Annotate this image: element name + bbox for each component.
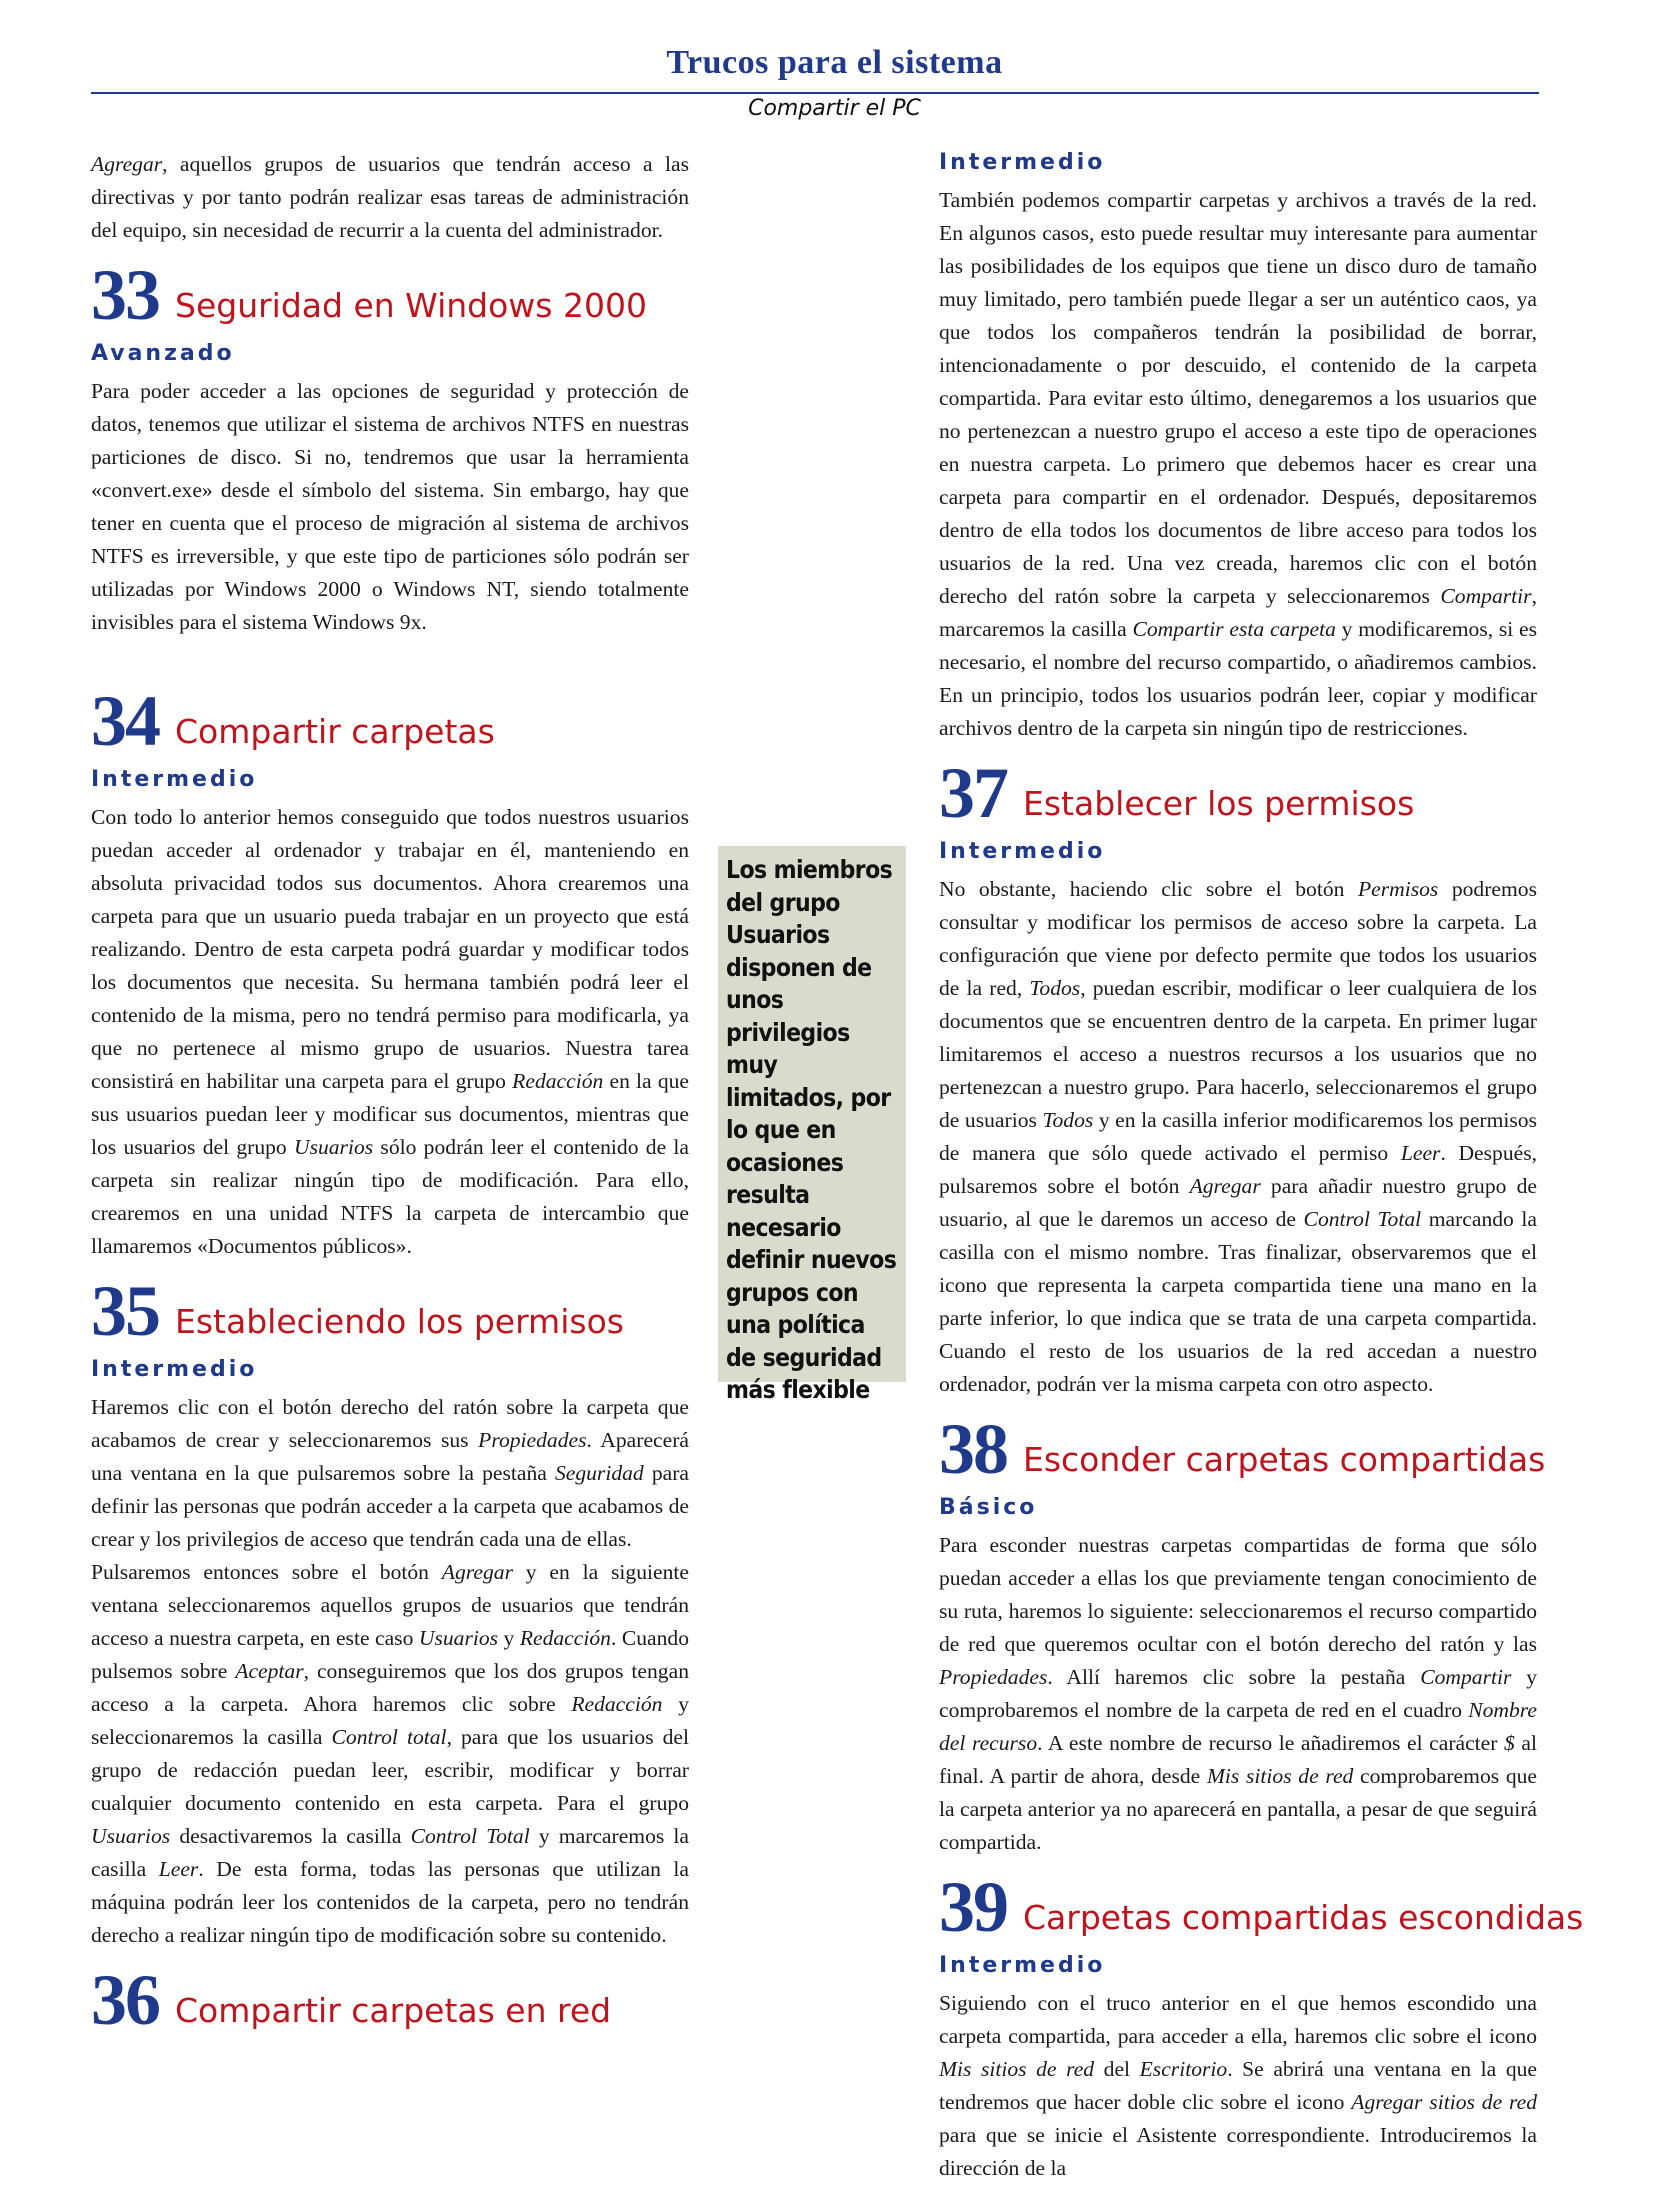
text-run: comprobaremos que la carpeta anterior ya no aparecerá en pantalla, a pesar de que seguirá compartida. xyxy=(939,1764,1537,1854)
italic-term: Agregar sitios de red xyxy=(1351,2090,1537,2114)
italic-term: Nombre del recurso xyxy=(939,1698,1537,1755)
italic-term: Leer xyxy=(158,1857,199,1881)
text-run: . Se abrirá una ventana en la que tendremos que hacer doble clic sobre el icono xyxy=(939,2057,1537,2114)
section-title: Compartir carpetas en red xyxy=(175,1991,612,2030)
italic-term: Todos xyxy=(1029,976,1081,1000)
section-title: Estableciendo los permisos xyxy=(175,1302,624,1341)
section-35-body-1 xyxy=(91,1391,689,1556)
text-run: desactivaremos la casilla xyxy=(170,1824,411,1848)
italic-term: Escritorio xyxy=(1139,2057,1228,2081)
section-33-body: Para poder acceder a las opciones de seguridad y protección de datos, tenemos que utilizar el sistema de archivos NTFS en nuestras particiones de disco. Si no, tendremos que usar la herramienta «convert.exe» desde el símbolo del sistema. Sin embargo, hay que tener en cuenta que el proceso de migración al sistema de archivos NTFS es irreversible, y que este tipo de particiones sólo podrán ser utilizadas por Windows 2000 o Windows NT, siendo totalmente invisibles para el sistema Windows 9x. xyxy=(91,379,689,634)
text-run: y en la casilla inferior modificaremos los permisos de manera que sólo quede activado el permiso xyxy=(939,1108,1538,1165)
italic-term: Usuarios xyxy=(293,1135,374,1159)
section-35-heading xyxy=(91,1269,689,1351)
italic-term: Agregar xyxy=(1189,1174,1261,1198)
text-run: al final. A partir de ahora, desde xyxy=(939,1731,1538,1788)
italic-term: Usuarios xyxy=(418,1626,499,1650)
section-number: 34 xyxy=(91,681,159,761)
section-37-heading xyxy=(939,751,1537,833)
italic-term: Propiedades xyxy=(478,1428,587,1452)
text-run: También podemos compartir carpetas y archivos a través de la red. En algunos casos, esto puede resultar muy interesante para aumentar las posibilidades de los equipos que tiene un disco duro de tamaño muy limitado, pero también puede llegar a ser un auténtico caos, ya que todos los compañeros tendrán la posibilidad de borrar, intencionadamente o por descuido, el contenido de la carpeta compartida. Para evitar esto último, denegaremos a los usuarios que no pertenezcan a nuestro grupo el acceso a este tipo de operaciones en nuestra carpeta. Lo primero que debemos hacer es crear una carpeta para compartir en el ordenador. Después, depositaremos dentro de ella todos los documentos de libre acceso para todos los usuarios de la red. Una vez creada, haremos clic con el botón derecho del ratón sobre la carpeta y seleccionaremos xyxy=(939,188,1537,608)
text-run: y comprobaremos el nombre de la carpeta de red en el cuadro xyxy=(939,1665,1538,1722)
text-run: y seleccionaremos la casilla xyxy=(91,1692,690,1749)
text-run: para añadir nuestro grupo de usuario, al que le daremos un acceso de xyxy=(939,1174,1537,1231)
section-33-heading xyxy=(91,253,689,335)
italic-term: Aceptar xyxy=(235,1659,304,1683)
text-run: en la que sus usuarios puedan leer y modificar sus documentos, mientras que los usuarios del grupo xyxy=(91,1069,689,1159)
text-run: . Después, pulsaremos sobre el botón xyxy=(939,1141,1538,1198)
level-label: Intermedio xyxy=(939,839,1106,864)
section-39-body xyxy=(939,1987,1537,2185)
section-title: Seguridad en Windows 2000 xyxy=(175,286,647,325)
italic-term: Agregar xyxy=(441,1560,513,1584)
italic-term: Control Total xyxy=(1303,1207,1422,1231)
section-34-heading xyxy=(91,679,689,761)
italic-term: Compartir esta carpeta xyxy=(1132,617,1336,641)
section-title: Esconder carpetas compartidas xyxy=(1023,1440,1546,1479)
left-column xyxy=(91,148,690,2040)
right-column xyxy=(939,148,1584,2185)
level-label: Intermedio xyxy=(939,150,1106,175)
header-rule xyxy=(91,92,1539,94)
italic-term: Leer xyxy=(1400,1141,1441,1165)
section-36-body xyxy=(939,184,1537,745)
section-39-heading xyxy=(939,1865,1584,1947)
italic-term: Redacción xyxy=(519,1626,611,1650)
section-number: 39 xyxy=(939,1867,1007,1947)
text-run: para definir las personas que podrán acceder a la carpeta que acabamos de crear y los privilegios de acceso que tendrán cada una de ellas. xyxy=(91,1461,689,1551)
text-run: , puedan escribir, modificar o leer cualquiera de los documentos que se encuentren dentro de la carpeta. En primer lugar limitaremos el acceso a nuestros recursos a los usuarios que no pertenezcan a nuestro grupo. Para hacerlo, seleccionaremos el grupo de usuarios xyxy=(939,976,1537,1132)
text-run: . Cuando pulsemos sobre xyxy=(91,1626,690,1683)
page-header-title: Trucos para el sistema xyxy=(666,44,1003,81)
italic-term: Seguridad xyxy=(554,1461,644,1485)
section-number: 35 xyxy=(91,1271,159,1351)
text-run: podremos consultar y modificar los permisos de acceso sobre la carpeta. La configuración que viene por defecto permite que todos los usuarios de la red, xyxy=(939,877,1537,1000)
italic-term: Control Total xyxy=(410,1824,530,1848)
italic-term: Mis sitios de red xyxy=(939,2057,1095,2081)
section-number: 36 xyxy=(91,1960,159,2040)
italic-term: Permisos xyxy=(1357,877,1439,901)
italic-term: Redacción xyxy=(512,1069,604,1093)
intro-paragraph: Agregar, aquellos grupos de usuarios que tendrán acceso a las directivas y por tanto podrán realizar esas tareas de administración del equipo, sin necesidad de recurrir a la cuenta del administrador. xyxy=(91,152,689,242)
italic-term: Usuarios xyxy=(91,1824,171,1848)
italic-term: Todos xyxy=(1042,1108,1094,1132)
text-run: . A este nombre de recurso le añadiremos el carácter xyxy=(1037,1731,1505,1755)
level-label: Intermedio xyxy=(939,1953,1106,1978)
text-run: Pulsaremos entonces sobre el botón xyxy=(91,1560,442,1584)
text-run: , marcaremos la casilla xyxy=(939,584,1537,641)
text-run: Siguiendo con el truco anterior en el que hemos escondido una carpeta compartida, para acceder a ella, haremos clic sobre el icono xyxy=(939,1991,1537,2048)
text-run: , para que los usuarios del grupo de redacción puedan leer, escribir, modificar y borrar cualquier documento contenido en esta carpeta. Para el grupo xyxy=(91,1725,690,1815)
section-36-heading xyxy=(91,1958,689,2040)
text-run: y en la siguiente ventana seleccionaremos aquellos grupos de usuarios que tendrán acceso a nuestra carpeta, en este caso xyxy=(91,1560,689,1650)
italic-term: Control total xyxy=(331,1725,447,1749)
text-run: marcando la casilla con el mismo nombre. Tras finalizar, observaremos que el icono que representa la carpeta compartida tiene una mano en la parte inferior, lo que indica que se trata de una carpeta compartida. Cuando el resto de los usuarios de la red accedan a nuestro ordenador, podrán ver la misma carpeta con otro aspecto. xyxy=(939,1207,1537,1396)
section-number: 33 xyxy=(91,255,159,335)
section-38-body xyxy=(939,1529,1537,1859)
section-title: Establecer los permisos xyxy=(1023,784,1415,823)
section-35-body-2 xyxy=(91,1556,689,1952)
italic-term: Propiedades xyxy=(939,1665,1048,1689)
section-title: Carpetas compartidas escondidas xyxy=(1023,1898,1584,1937)
pull-quote-box xyxy=(718,846,906,1404)
text-run: Haremos clic con el botón derecho del ratón sobre la carpeta que acabamos de crear y seleccionaremos sus xyxy=(91,1395,689,1452)
level-label: Intermedio xyxy=(91,1357,258,1382)
level-label: Básico xyxy=(939,1495,1038,1520)
text-run: Para esconder nuestras carpetas compartidas de forma que sólo puedan acceder a ellas los que previamente tengan conocimiento de su ruta, haremos lo siguiente: seleccionaremos el recurso compartido de red que queremos ocultar con el botón derecho del ratón y las xyxy=(939,1533,1537,1656)
text-run: y xyxy=(498,1626,520,1650)
text-run: y marcaremos la casilla xyxy=(91,1824,689,1881)
text-run: del xyxy=(1094,2057,1140,2081)
section-34-body xyxy=(91,801,689,1263)
text-run: . De esta forma, todas las personas que utilizan la máquina podrán leer los contenidos de la carpeta, pero no tendrán derecho a realizar ningún tipo de modificación sobre su contenido. xyxy=(91,1857,690,1947)
italic-term: $ xyxy=(1504,1731,1515,1755)
text-run: sólo podrán leer el contenido de la carpeta sin realizar ningún tipo de modificación. Para ello, crearemos en una unidad NTFS la carpeta de intercambio que llamaremos «Documentos públicos». xyxy=(91,1135,689,1258)
text-run: Con todo lo anterior hemos conseguido que todos nuestros usuarios puedan acceder al ordenador y trabajar en él, manteniendo en absoluta privacidad todos sus documentos. Ahora crearemos una carpeta para que un usuario pueda trabajar en un proyecto que está realizando. Dentro de esta carpeta podrá guardar y modificar todos los documentos que necesita. Su hermana también podrá leer el contenido de la misma, pero no tendrá permiso para modificarla, ya que no pertenece al mismo grupo de usuarios. Nuestra tarea consistirá en habilitar una carpeta para el grupo xyxy=(91,805,689,1093)
section-number: 37 xyxy=(939,753,1007,833)
section-37-body xyxy=(939,873,1537,1401)
page-header-subtitle: Compartir el PC xyxy=(748,96,921,121)
text-run: No obstante, haciendo clic sobre el botón xyxy=(939,877,1358,901)
italic-term: Compartir xyxy=(1420,1665,1512,1689)
section-title: Compartir carpetas xyxy=(175,712,495,751)
text-run: y modificaremos, si es necesario, el nombre del recurso compartido, o añadiremos cambios. En un principio, todos los usuarios podrán leer, copiar y modificar archivos dentro de la carpeta sin ningún tipo de restricciones. xyxy=(939,617,1537,740)
pull-quote-text: Los miembros del grupo Usuarios disponen de unos privilegios muy limitados, por lo que en ocasiones resulta necesario definir nuevos grupos con una política de seguridad más flexible xyxy=(726,855,897,1404)
text-run: , conseguiremos que los dos grupos tengan acceso a la carpeta. Ahora haremos clic sobre xyxy=(91,1659,689,1716)
italic-term: Compartir xyxy=(1440,584,1532,608)
text-run: . Aparecerá una ventana en la que pulsaremos sobre la pestaña xyxy=(91,1428,689,1485)
text-run: . Allí haremos clic sobre la pestaña xyxy=(1047,1665,1421,1689)
italic-term: Redacción xyxy=(571,1692,663,1716)
text-run: para que se inicie el Asistente correspondiente. Introduciremos la dirección de la xyxy=(939,2123,1537,2180)
level-label: Intermedio xyxy=(91,767,258,792)
section-number: 38 xyxy=(939,1409,1007,1489)
italic-term: Mis sitios de red xyxy=(1206,1764,1354,1788)
section-38-heading xyxy=(939,1407,1546,1489)
level-label: Avanzado xyxy=(91,341,235,366)
